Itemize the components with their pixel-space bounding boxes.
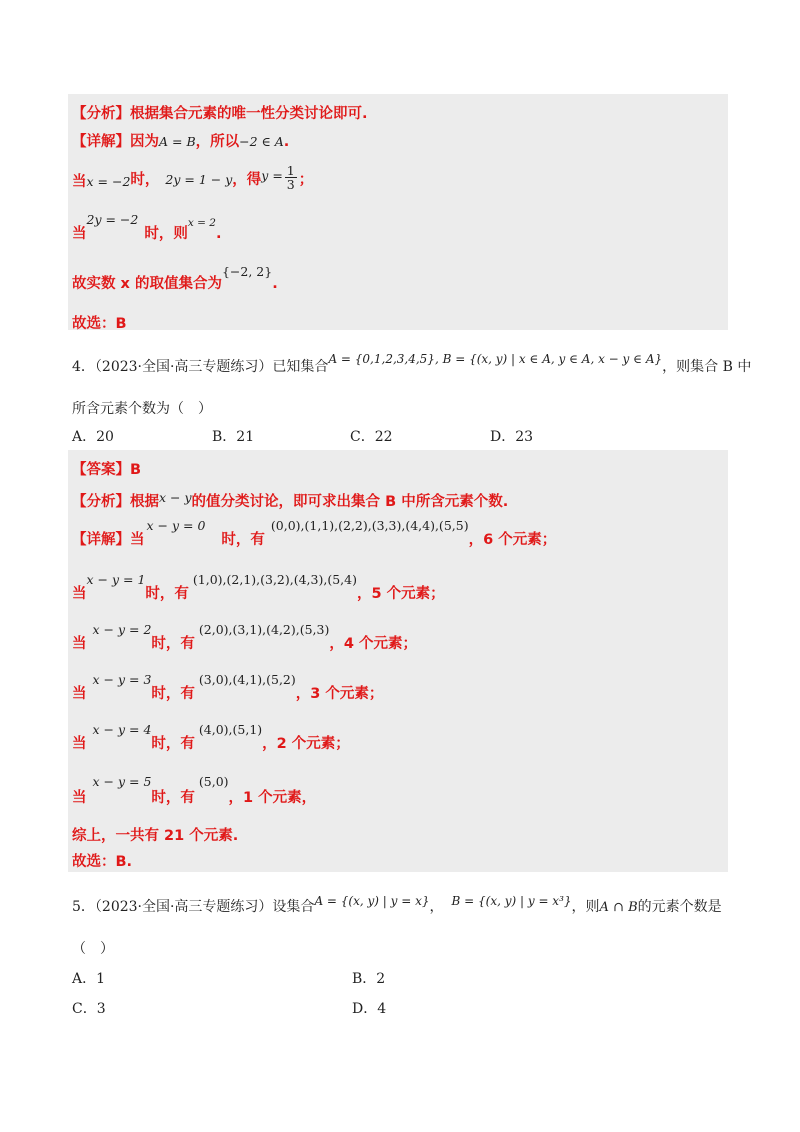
math-expr: x = 2 [187,217,216,229]
case-text: ； [298,171,314,188]
math-expr: A = {0,1,2,3,4,5}, B = {(x, y) | x ∈ A, y ∈ A, x − y ∈ A} [328,352,663,366]
analysis-label: 【分析】 [72,106,130,122]
question-text: ，则 [571,899,600,915]
math-expr: {−2, 2} [221,264,273,279]
math-expr: A = B [159,134,196,149]
fraction [285,164,297,191]
detail-line [72,130,289,151]
detail-text: . [283,134,290,150]
math-expr: (4,0),(5,1) [198,722,263,737]
math-expr: x − y = 2 [92,622,152,637]
detail-text: 时，有 [151,686,195,702]
detail-row-5 [72,770,317,806]
case-text: 当 [72,173,87,190]
math-expr: x − y = 5 [92,774,152,789]
option-d: D．4 [352,1001,387,1017]
question-4-stem-line2: 所含元素个数为（ ） [72,401,212,417]
analysis-text: 【分析】根据 [72,494,159,510]
analysis-line-2 [72,486,509,510]
option-c: C．3 [72,1001,106,1017]
case-text: 时， [130,171,160,188]
math-expr: 2y = 1 − y [165,171,233,187]
math-expr: (1,0),(2,1),(3,2),(4,3),(5,4) [192,572,357,587]
detail-row-4 [72,718,350,752]
answer-line: 【答案】B [72,462,142,478]
math-expr: A ∩ B [599,900,638,915]
detail-row-3 [72,668,384,702]
detail-text: 时，有 [151,636,195,652]
detail-text: ，3 个元素； [295,686,384,702]
conclusion-text: 故实数 x 的取值集合为 [72,276,222,292]
detail-text: 时，有 [221,532,265,548]
math-expr: (0,0),(1,1),(2,2),(3,3),(4,4),(5,5) [270,518,469,533]
detail-text: 当 [72,636,87,652]
detail-text: 时，有 [145,586,189,602]
option-b: B．2 [352,971,386,987]
detail-text: ，1 个元素， [228,790,317,806]
fraction-numerator: 1 [286,163,295,178]
question-text: 4．（2023·全国·高三专题练习）已知集合 [72,359,329,375]
case-text: 当 [72,226,87,242]
conclusion-line [72,260,278,292]
analysis-text: 的值分类讨论，即可求出集合 B 中所含元素个数. [191,494,509,510]
question-5-stem-line2: （ ） [72,941,114,957]
detail-text: ，所以 [195,134,240,150]
summary-line: 综上，一共有 21 个元素. [72,828,239,844]
option-b: B．21 [212,429,255,445]
case-line-2 [72,208,222,242]
math-expr: x − y [159,490,192,505]
math-expr: x − y = 0 [146,518,206,533]
detail-label: 【详解】 [72,134,130,150]
detail-text: ，4 个元素； [329,636,417,652]
question-text: ，则集合 B 中 [662,359,752,375]
detail-row-1 [72,568,445,602]
choice-line: 故选：B [72,316,127,332]
detail-text: ，2 个元素； [262,736,350,752]
math-expr: (5,0) [198,774,229,789]
detail-text: 当 [72,586,87,602]
choice-line-2: 故选：B. [72,854,133,870]
question-4-stem [72,348,752,375]
option-a: A．20 [72,429,114,445]
detail-text: ，5 个元素； [356,586,445,602]
math-expr: A = {(x, y) | y = x} [314,894,430,908]
detail-row-0 [72,514,557,548]
case-text: . [215,226,222,242]
math-expr: x − y = 1 [86,572,146,587]
detail-text: 因为 [130,134,159,150]
detail-text: ，6 个元素； [468,532,557,548]
detail-text: 时，有 [151,790,195,806]
math-expr: x = −2 [86,173,131,189]
question-5-stem [72,890,722,915]
detail-label: 【详解】当 [72,532,145,548]
math-expr: (2,0),(3,1),(4,2),(5,3) [198,622,330,637]
option-c: C．22 [350,429,393,445]
math-expr: −2 ∈ A [239,134,284,149]
option-d: D．23 [490,429,534,445]
case-text: 时，则 [144,226,188,242]
option-a: A．1 [72,971,106,987]
detail-text: 当 [72,736,87,752]
fraction-denominator: 3 [286,177,295,193]
math-expr: x − y = 4 [92,722,152,737]
question-text: 5．（2023·全国·高三专题练习）设集合 [72,899,315,915]
detail-text: 当 [72,686,87,702]
analysis-line [72,102,368,123]
question-text: 的元素个数是 [637,899,722,915]
detail-text: 当 [72,790,87,806]
math-expr: (3,0),(4,1),(5,2) [198,672,296,687]
question-text: ， [429,899,444,915]
detail-row-2 [72,618,417,652]
math-expr: 2y = −2 [86,212,139,227]
detail-text: 时，有 [151,736,195,752]
analysis-text: 根据集合元素的唯一性分类讨论即可. [130,106,368,122]
case-text: ，得 [232,171,262,188]
math-expr: x − y = 3 [92,672,152,687]
case-line-1 [72,158,314,193]
math-expr: B = {(x, y) | y = x³} [451,894,572,908]
math-expr: y = [261,167,283,183]
conclusion-text: . [272,276,278,292]
